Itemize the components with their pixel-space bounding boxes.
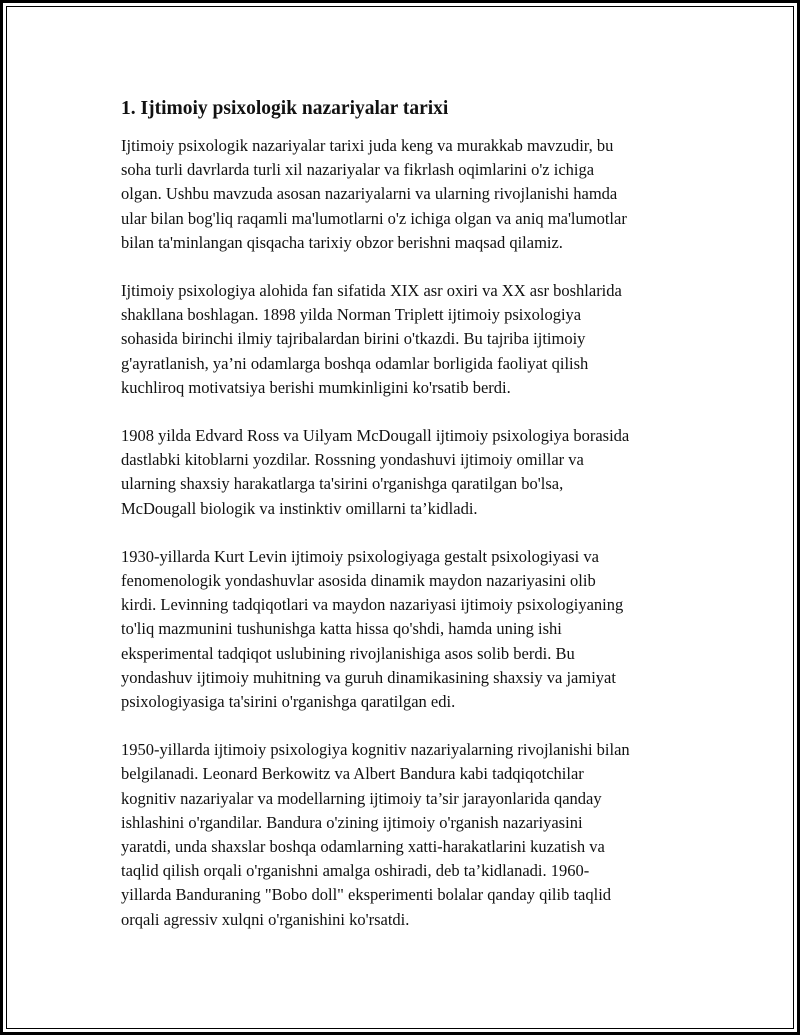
text-line: to'liq mazmunini tushunishga katta hissa qo'shdi, hamda uning ishi <box>121 619 562 639</box>
paragraph-1 <box>121 134 691 255</box>
text-line: yaratdi, unda shaxslar boshqa odamlarning xatti-harakatlarini kuzatish va <box>121 837 605 857</box>
text-line: belgilanadi. Leonard Berkowitz va Albert Bandura kabi tadqiqotchilar <box>121 764 584 784</box>
text-line: 1930-yillarda Kurt Levin ijtimoiy psixologiyaga gestalt psixologiyasi va <box>121 546 599 566</box>
section-title: 1. Ijtimoiy psixologik nazariyalar tarixi <box>121 98 449 119</box>
paragraph-5 <box>121 738 691 932</box>
paragraph-4 <box>121 545 691 714</box>
text-line: Ijtimoiy psixologik nazariyalar tarixi juda keng va murakkab mavzudir, bu <box>121 136 614 155</box>
text-line: eksperimental tadqiqot uslubining rivojlanishiga asos solib berdi. Bu <box>121 643 575 663</box>
text-line: 1950-yillarda ijtimoiy psixologiya kognitiv nazariyalarning rivojlanishi bilan <box>121 740 630 760</box>
paragraph-2 <box>121 279 691 400</box>
text-line: sohasida birinchi ilmiy tajribalardan birini o'tkazdi. Bu tajriba ijtimoiy <box>121 329 586 349</box>
text-line: g'ayratlanish, ya’ni odamlarga boshqa odamlar borligida faoliyat qilish <box>121 353 589 373</box>
text-line: ularning shaxsiy harakatlarga ta'sirini o'rganishga qaratilgan bo'lsa, <box>121 474 564 494</box>
document-body <box>121 96 691 956</box>
text-line: soha turli davrlarda turli xil nazariyalar va fikrlash oqimlarini o'z ichiga <box>121 160 595 180</box>
text-line: 1908 yilda Edvard Ross va Uilyam McDougall ijtimoiy psixologiya borasida <box>121 426 630 446</box>
text-line: olgan. Ushbu mavzuda asosan nazariyalarni va ularning rivojlanishi hamda <box>121 184 618 204</box>
text-line: McDougall biologik va instinktiv omillarni ta’kidladi. <box>121 498 478 518</box>
text-line: bilan ta'minlangan qisqacha tarixiy obzor berishni maqsad qilamiz. <box>121 232 563 252</box>
text-line: kirdi. Levinning tadqiqotlari va maydon nazariyasi ijtimoiy psixologiyaning <box>121 595 624 615</box>
text-line: dastlabki kitoblarni yozdilar. Rossning yondashuvi ijtimoiy omillar va <box>121 450 584 470</box>
text-line: taqlid qilish orqali o'rganishni amalga oshiradi, deb ta’kidlanadi. 1960- <box>121 861 590 881</box>
text-line: ular bilan bog'liq raqamli ma'lumotlarni o'z ichiga olgan va aniq ma'lumotlar <box>121 208 627 228</box>
text-line: shakllana boshlagan. 1898 yilda Norman Triplett ijtimoiy psixologiya <box>121 305 582 325</box>
text-line: ishlashini o'rgandilar. Bandura o'zining ijtimoiy o'rganish nazariyasini <box>121 812 583 832</box>
text-line: orqali agressiv xulqni o'rganishini ko'rsatdi. <box>121 909 410 929</box>
text-line: yillarda Banduraning "Bobo doll" eksperimenti bolalar qanday qilib taqlid <box>121 885 612 905</box>
text-line: fenomenologik yondashuvlar asosida dinamik maydon nazariyasini olib <box>121 571 596 591</box>
text-line: kuchliroq motivatsiya berishi mumkinligini ko'rsatib berdi. <box>121 377 511 397</box>
text-line: psixologiyasiga ta'sirini o'rganishga qaratilgan edi. <box>121 692 456 712</box>
text-line: Ijtimoiy psixologiya alohida fan sifatida XIX asr oxiri va XX asr boshlarida <box>121 281 622 301</box>
text-line: yondashuv ijtimoiy muhitning va guruh dinamikasining shaxsiy va jamiyat <box>121 667 616 687</box>
text-line: kognitiv nazariyalar va modellarning ijtimoiy ta’sir jarayonlarida qanday <box>121 788 602 808</box>
paragraph-3 <box>121 424 691 521</box>
